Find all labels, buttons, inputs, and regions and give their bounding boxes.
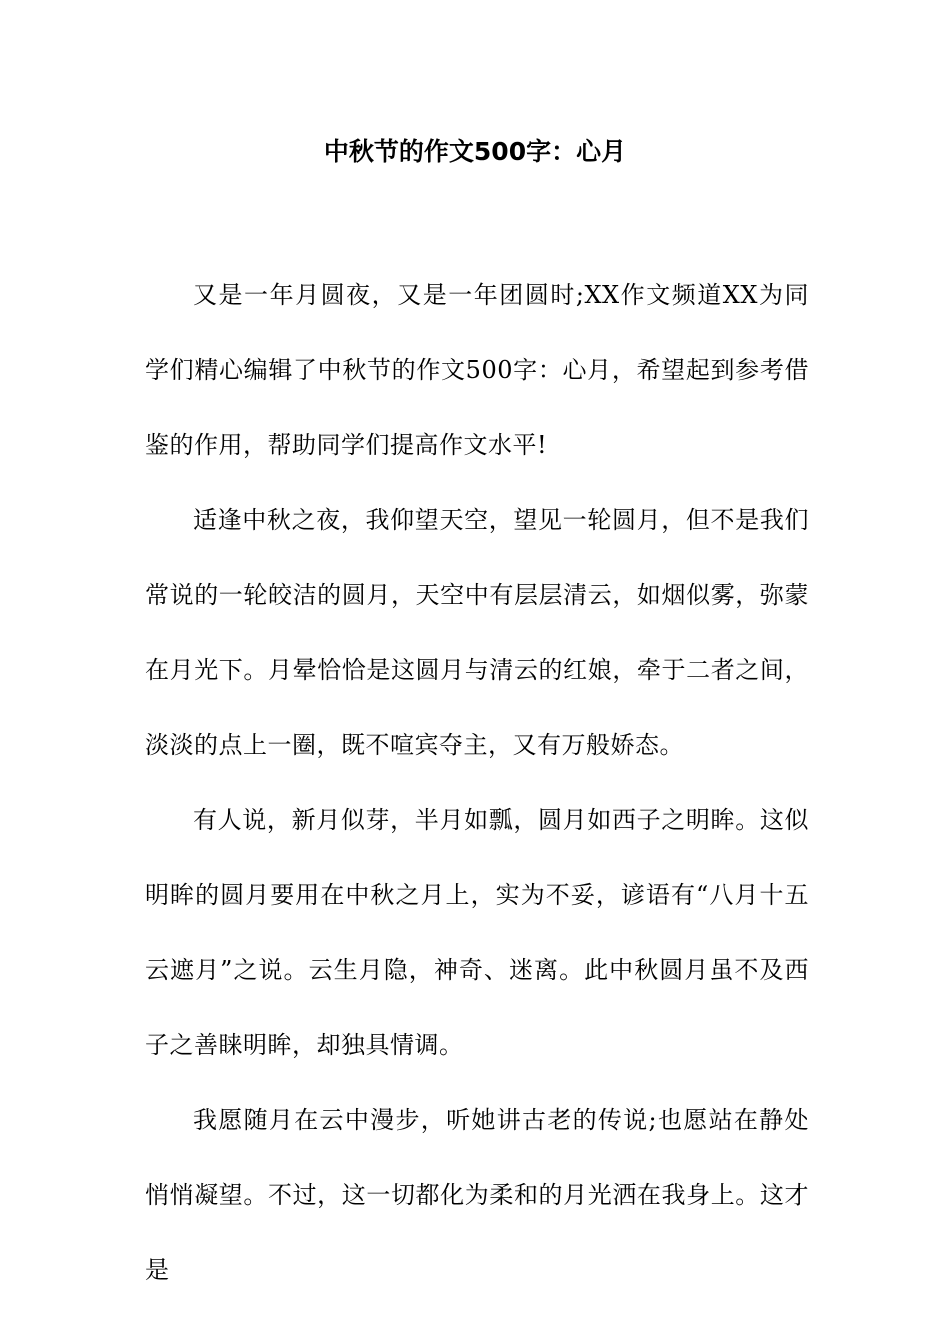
paragraph-intro: 又是一年月圆夜，又是一年团圆时;XX作文频道XX为同学们精心编辑了中秋节的作文500字：心月，希望起到参考借鉴的作用，帮助同学们提高作文水平! xyxy=(145,281,809,459)
paragraph-wish: 我愿随月在云中漫步，听她讲古老的传说;也愿站在静处悄悄凝望。不过，这一切都化为柔和的月光洒在我身上。这才是 xyxy=(145,1106,809,1284)
document-body xyxy=(145,258,809,1308)
paragraph-mid-autumn-night: 适逢中秋之夜，我仰望天空，望见一轮圆月，但不是我们常说的一轮皎洁的圆月，天空中有层层清云，如烟似雾，弥蒙在月光下。月晕恰恰是这圆月与清云的红娘，牵于二者之间，淡淡的点上一圈，既不喧宾夺主，又有万般娇态。 xyxy=(145,506,809,759)
paragraph-moon-comparison: 有人说，新月似芽，半月如瓢，圆月如西子之明眸。这似明眸的圆月要用在中秋之月上，实为不妥，谚语有“八月十五云遮月”之说。云生月隐，神奇、迷离。此中秋圆月虽不及西子之善睐明眸，却独具情调。 xyxy=(145,806,809,1059)
document-title: 中秋节的作文500字：心月 xyxy=(323,137,627,166)
